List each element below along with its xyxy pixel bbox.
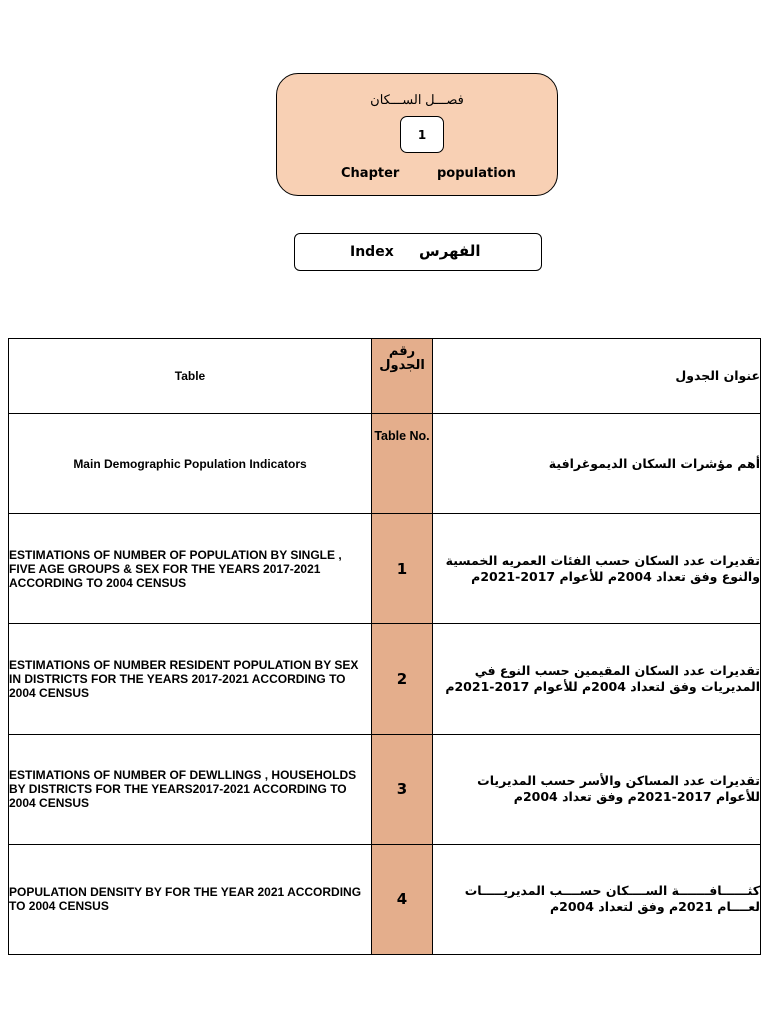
index-box bbox=[294, 233, 542, 271]
table-row[interactable] bbox=[9, 514, 761, 624]
row-number: 4 bbox=[372, 844, 433, 954]
row-title-ar: تقديرات عدد المساكن والأسر حسب المديريات للأعوام 2017-2021م وفق تعداد 2004م bbox=[433, 734, 761, 844]
chapter-label-en: Chapter bbox=[341, 166, 400, 181]
row-number: 3 bbox=[372, 734, 433, 844]
row-title-en: ESTIMATIONS OF NUMBER RESIDENT POPULATION BY SEX IN DISTRICTS FOR THE YEARS 2017-2021 ACCORDING TO 2004 CENSUS bbox=[9, 624, 372, 734]
header-table-title-ar: عنوان الجدول bbox=[433, 339, 761, 414]
subheader-en: Main Demographic Population Indicators bbox=[9, 414, 372, 514]
index-table bbox=[8, 338, 761, 955]
table-row[interactable] bbox=[9, 734, 761, 844]
table-row[interactable] bbox=[9, 624, 761, 734]
header-table-no-ar: رقم الجدول bbox=[372, 339, 433, 414]
row-title-en: ESTIMATIONS OF NUMBER OF DEWLLINGS , HOUSEHOLDS BY DISTRICTS FOR THE YEARS2017-2021 ACCORDING TO 2004 CENSUS bbox=[9, 734, 372, 844]
header-table-en: Table bbox=[9, 339, 372, 414]
row-title-ar: تقديرات عدد السكان حسب الفئات العمريه الخمسية والنوع وفق تعداد 2004م للأعوام 2017-2021م bbox=[433, 514, 761, 624]
chapter-title-ar: فصـــل الســـكان bbox=[370, 92, 464, 107]
row-title-en: ESTIMATIONS OF NUMBER OF POPULATION BY SINGLE , FIVE AGE GROUPS & SEX FOR THE YEARS 2017-2021 ACCORDING TO 2004 CENSUS bbox=[9, 514, 372, 624]
row-title-en: POPULATION DENSITY BY FOR THE YEAR 2021 ACCORDING TO 2004 CENSUS bbox=[9, 844, 372, 954]
table-header-row bbox=[9, 339, 761, 414]
chapter-name-en: population bbox=[437, 166, 516, 181]
row-number: 2 bbox=[372, 624, 433, 734]
index-label-en: Index bbox=[350, 244, 394, 260]
subheader-ar: أهم مؤشرات السكان الديموغرافية bbox=[433, 414, 761, 514]
index-label-ar: الفهرس bbox=[419, 242, 481, 260]
chapter-box bbox=[276, 73, 558, 196]
chapter-number: 1 bbox=[400, 116, 444, 153]
row-title-ar: كثــــــافـــــــة الســــكان حســــب المديريـــــات لعــــام 2021م وفق لتعداد 2004م bbox=[433, 844, 761, 954]
table-subheader-row bbox=[9, 414, 761, 514]
subheader-table-no: Table No. bbox=[372, 414, 433, 514]
row-number: 1 bbox=[372, 514, 433, 624]
table-row[interactable] bbox=[9, 844, 761, 954]
row-title-ar: تقديرات عدد السكان المقيمين حسب النوع في المديريات وفق لتعداد 2004م للأعوام 2017-2021م bbox=[433, 624, 761, 734]
